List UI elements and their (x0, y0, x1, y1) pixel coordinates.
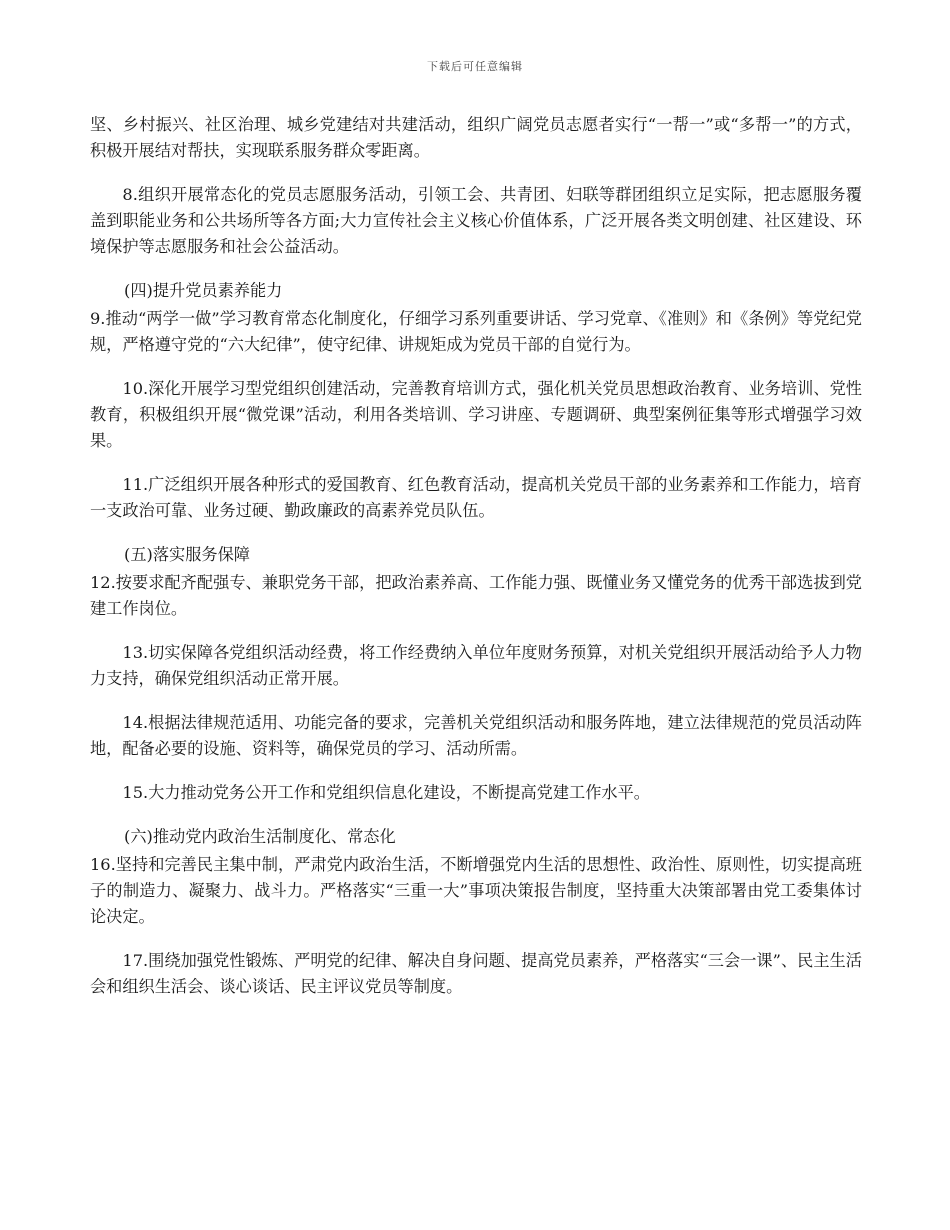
document-body (90, 112, 862, 1018)
paragraph-p10: 10.深化开展学习型党组织创建活动，完善教育培训方式，强化机关党员思想政治教育、业务培训、党性教育，积极组织开展“微党课”活动，利用各类培训、学习讲座、专题调研、典型案例征集等形式增强学习效果。 (90, 379, 862, 450)
section-heading: (六)推动党内政治生活制度化、常态化 (124, 827, 396, 846)
paragraph-p17: 17.围绕加强党性锻炼、严明党的纪律、解决自身问题、提高党员素养，严格落实“三会一课”、民主生活会和组织生活会、谈心谈话、民主评议党员等制度。 (90, 951, 862, 996)
paragraph-p8: 8.组织开展常态化的党员志愿服务活动，引领工会、共青团、妇联等群团组织立足实际，把志愿服务覆盖到职能业务和公共场所等各方面;大力宣传社会主义核心价值体系，广泛开展各类文明创建、社区建设、环境保护等志愿服务和社会公益活动。 (90, 185, 862, 256)
paragraph-p11: 11.广泛组织开展各种形式的爱国教育、红色教育活动，提高机关党员干部的业务素养和工作能力，培育一支政治可靠、业务过硬、勤政廉政的高素养党员队伍。 (90, 475, 862, 520)
paragraph-p15: 15.大力推动党务公开工作和党组织信息化建设，不断提高党建工作水平。 (122, 783, 650, 802)
paragraph-p13: 13.切实保障各党组织活动经费，将工作经费纳入单位年度财务预算，对机关党组织开展活动给予人力物力支持，确保党组织活动正常开展。 (90, 643, 862, 688)
paragraph-p0: 坚、乡村振兴、社区治理、城乡党建结对共建活动，组织广阔党员志愿者实行“一帮一”或“多帮一”的方式，积极开展结对帮扶，实现联系服务群众零距离。 (90, 115, 862, 160)
page-header: 下载后可任意编辑 (427, 60, 523, 73)
paragraph-p16: 16.坚持和完善民主集中制，严肃党内政治生活，不断增强党内生活的思想性、政治性、原则性，切实提高班子的制造力、凝聚力、战斗力。严格落实“三重一大”事项决策报告制度，坚持重大决策部署由党工委集体讨论决定。 (90, 855, 862, 926)
section-heading: (四)提升党员素养能力 (124, 281, 283, 300)
paragraph-p9: 9.推动“两学一做”学习教育常态化制度化，仔细学习系列重要讲话、学习党章、《准则》和《条例》等党纪党规，严格遵守党的“六大纪律”，使守纪律、讲规矩成为党员干部的自觉行为。 (90, 309, 862, 354)
paragraph-p14: 14.根据法律规范适用、功能完备的要求，完善机关党组织活动和服务阵地，建立法律规范的党员活动阵地，配备必要的设施、资料等，确保党员的学习、活动所需。 (90, 713, 862, 758)
paragraph-p12: 12.按要求配齐配强专、兼职党务干部，把政治素养高、工作能力强、既懂业务又懂党务的优秀干部选拔到党建工作岗位。 (90, 573, 862, 618)
section-heading: (五)落实服务保障 (124, 545, 250, 564)
